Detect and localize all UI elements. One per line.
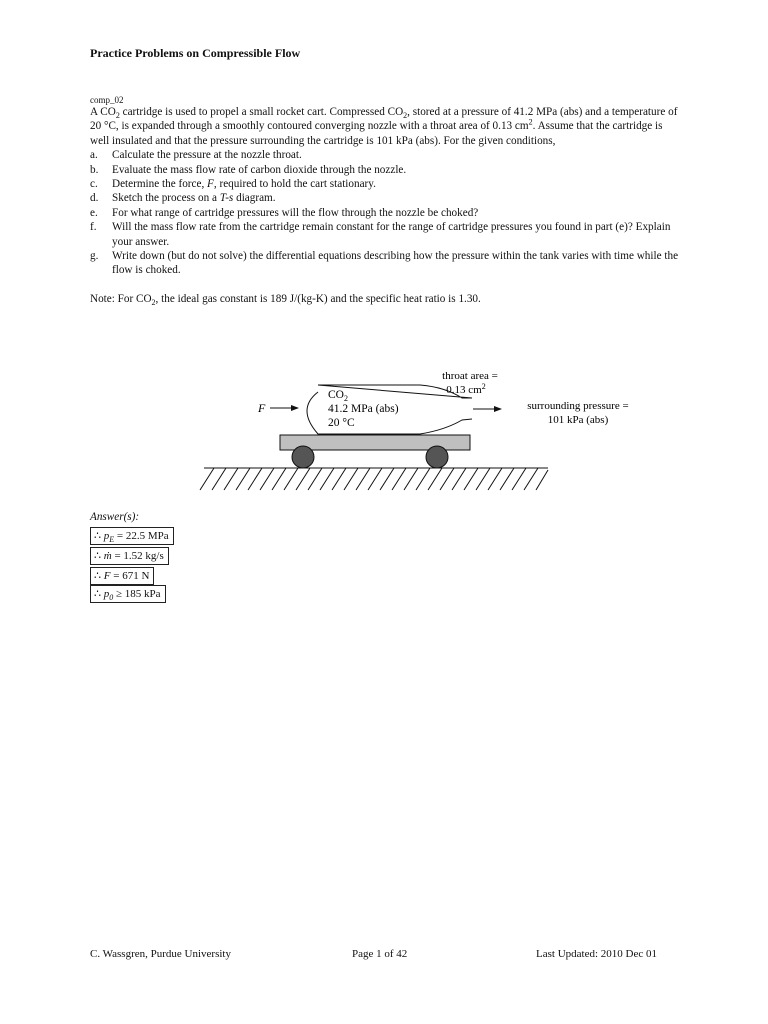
item-letter: g. [90,250,99,263]
footer-last-updated: Last Updated: 2010 Dec 01 [536,948,657,960]
item-text: Sketch the process on a [112,192,220,205]
item-text: Write down (but do not solve) the differential equations describing how the pressure within the tank varies with time while the flow is choked. [112,250,679,277]
pressure-label: 41.2 MPa (abs) [328,403,399,415]
item-letter: e. [90,206,98,219]
item-letter: a. [90,149,98,162]
item-text: Will the mass flow rate from the cartridge remain constant for the range of cartridge pressures you found in part (e)? Explain your answer. [112,221,671,248]
note-text-1: Note: For CO [90,292,152,305]
item-letter: b. [90,163,99,176]
therefore-symbol: ∴ [94,588,101,600]
item-letter: f. [90,221,97,234]
problem-items [90,148,680,278]
note-text-2: , the ideal gas constant is 189 J/(kg-K) and the specific heat ratio is 1.30. [155,292,481,305]
intro-subscript: 2 [115,111,120,121]
item-text: , required to hold the cart stationary. [213,178,376,191]
problem-intro [90,105,680,148]
list-item [90,220,680,249]
list-item [90,249,680,278]
list-item [90,148,680,162]
therefore-symbol: ∴ [94,570,101,582]
answer-box [90,527,174,545]
answers-title: Answer(s): [90,511,140,523]
answer-subscript: E [109,535,115,545]
answer-variable: p [103,530,110,542]
answer-variable: F [103,570,111,582]
list-item [90,191,680,205]
intro-text-1: A CO [90,106,116,118]
item-text: Calculate the pressure at the nozzle throat. [112,149,302,162]
rocket-cart-diagram [190,362,629,494]
note-subscript: 2 [151,298,156,308]
answer-box [90,585,166,603]
ground-hatching [200,468,548,490]
footer-page-number: Page 1 of 42 [352,948,408,960]
list-item [90,163,680,177]
problem-body [90,105,680,306]
intro-superscript: 2 [528,117,533,127]
intro-text-3: , stored at a pressure of 41.2 MPa (abs) and a temperature of 20 °C, is expanded through a smoothly contoured converging nozzle with a throat area of 0.13 cm [90,106,678,133]
item-letter: c. [90,178,98,191]
page-header: Practice Problems on Compressible Flow [90,46,301,60]
surrounding-pressure-value: 101 kPa (abs) [547,414,609,426]
item-letter: d. [90,192,99,205]
cart-wheel-right [426,446,448,468]
intro-text-4: . Assume that the cartridge is well insulated and that the pressure surrounding the cartridge is 101 kPa (abs). For the given conditions, [90,120,663,147]
answer-box [90,547,169,565]
answer-value: ≥ 185 kPa [113,588,161,600]
answer-variable: p [103,588,110,600]
list-item [90,206,680,220]
answer-variable: ṁ [103,550,112,562]
surrounding-pressure-label: surrounding pressure = [527,400,629,412]
item-text: Evaluate the mass flow rate of carbon dioxide through the nozzle. [112,163,407,176]
intro-subscript: 2 [403,111,408,121]
item-text: For what range of cartridge pressures will the flow through the nozzle be choked? [112,206,479,219]
therefore-symbol: ∴ [94,530,101,542]
co2-label: $CO_2$ [328,389,348,403]
answer-box [90,567,154,585]
list-item [90,177,680,191]
answer-value: = 671 N [110,570,150,582]
answer-value: = 22.5 MPa [114,530,169,542]
answer-subscript: 0 [109,593,114,603]
item-text: Determine the force, [112,178,208,191]
cart-wheel-left [292,446,314,468]
therefore-symbol: ∴ [94,550,101,562]
throat-area-value: 0.13 $cm^2$ [446,382,486,396]
problem-note [90,292,680,306]
item-variable: F [207,178,214,191]
item-variable: T-s [219,192,234,205]
throat-area-label: throat area = [442,370,498,382]
force-label: F [258,401,266,415]
footer-author: C. Wassgren, Purdue University [90,948,231,960]
problem-id: comp_02 [90,95,124,105]
answer-value: = 1.52 kg/s [111,550,164,562]
item-text: diagram. [233,192,276,205]
intro-text-2: cartridge is used to propel a small rocket cart. Compressed CO [119,106,404,118]
temperature-label: 20 °C [328,417,355,429]
